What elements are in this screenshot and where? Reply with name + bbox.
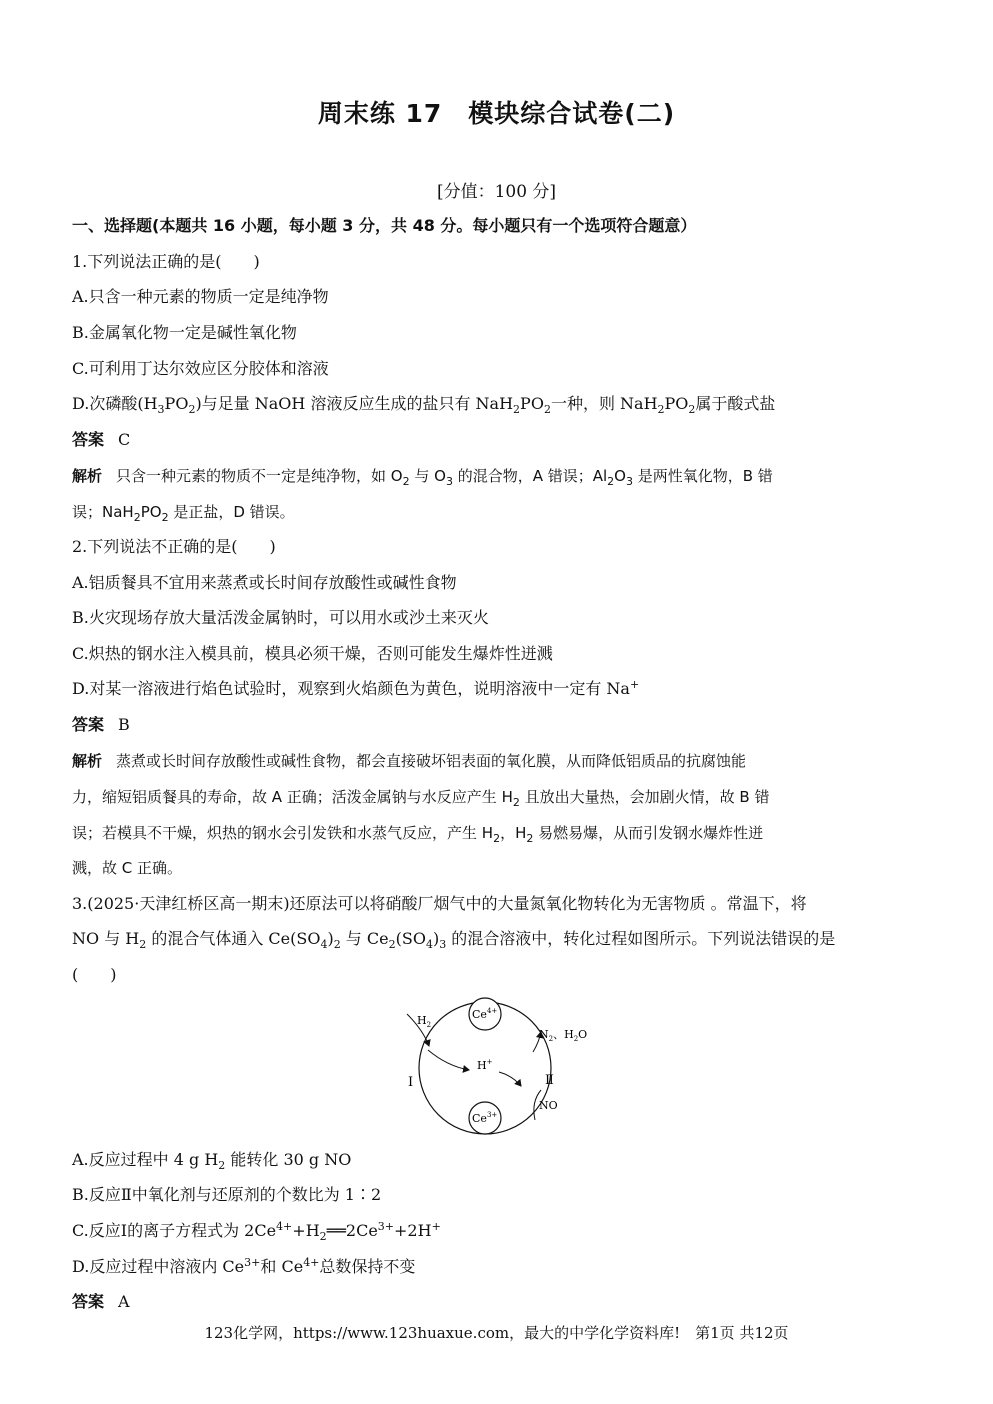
no-label: NO [539,1099,558,1112]
q3-option-d: D.反应过程中溶液内 $Ce^{3+}$和 $Ce^{4+}$总数保持不变 [72,1256,416,1276]
q2-explanation-line1: 解析 蒸煮或长时间存放酸性或碱性食物，都会直接破坏铝表面的氧化膜，从而降低铝质品的抗腐蚀能 [72,752,747,770]
q1-explanation-line2: 误；$NaH_2PO_2$ 是正盐，D 错误。 [72,503,295,524]
ce3-label: $Ce^{3+}$ [472,1111,498,1125]
q2-option-b: B.火灾现场存放大量活泼金属钠时，可以用水或沙土来灭火 [72,608,489,627]
hplus-label: H+ [477,1058,493,1072]
q1-option-d: D.次磷酸$(H_3PO_2)$与足量 NaOH 溶液反应生成的盐只有 $NaH_2PO_2$一种，则 $NaH_2PO_2$属于酸式盐 [72,394,776,416]
products-label: $N_2$、$H_2O$ [539,1028,588,1043]
q1-option-a: A.只含一种元素的物质一定是纯净物 [72,287,329,306]
q3-option-b: B.反应Ⅱ中氧化剂与还原剂的个数比为 1∶2 [72,1185,382,1204]
q1-stem: 1.下列说法正确的是( ) [72,252,260,271]
q2-answer: 答案 B [72,715,130,734]
q2-option-d: D.对某一溶液进行焰色试验时，观察到火焰颜色为黄色，说明溶液中一定有 Na+ [72,678,640,698]
section-heading: 一、选择题(本题共 16 小题，每小题 3 分，共 48 分。每小题只有一个选项符合题意） [72,216,697,235]
q2-explanation-line3: 误；若模具不干燥，炽热的钢水会引发铁和水蒸气反应，产生 $H_2$，$H_2$ 易燃易爆，从而引发钢水爆炸性迸 [72,824,764,845]
q2-option-a: A.铝质餐具不宜用来蒸煮或长时间存放酸性或碱性食物 [72,573,457,592]
q3-stem-line3: ( ) [72,965,117,984]
q1-option-b: B.金属氧化物一定是碱性氧化物 [72,323,297,342]
q3-stem-line2: NO 与 $H_2$ 的混合气体通入 $Ce(SO_4)_2$ 与 $Ce_2(SO_4)_3$ 的混合溶液中，转化过程如图所示。下列说法错误的是 [72,929,836,951]
q2-option-c: C.炽热的钢水注入模具前，模具必须干燥，否则可能发生爆炸性迸溅 [72,644,553,663]
hplus-to-step2-arrow [499,1072,521,1086]
q3-stem-line1: 3.(2025·天津红桥区高一期末)还原法可以将硝酸厂烟气中的大量氮氧化物转化为无害物质 。常温下，将 [72,894,807,913]
ce4-label: $Ce^{4+}$ [472,1007,498,1021]
q2-stem: 2.下列说法不正确的是( ) [72,537,276,556]
reaction-cycle-diagram [395,990,635,1140]
q3-answer: 答案 A [72,1292,130,1311]
q2-explanation-line4: 溅，故 C 正确。 [72,859,183,877]
score-info: [分值：100 分] [436,182,557,202]
h2-label: $H_2$ [417,1014,432,1029]
q3-option-a: A.反应过程中 4 g $H_2$ 能转化 30 g NO [72,1150,352,1172]
q1-explanation-line1: 解析 只含一种元素的物质不一定是纯净物，如 $O_2$ 与 $O_3$ 的混合物，A 错误；$Al_2O_3$ 是两性氧化物，B 错 [72,467,773,488]
step1-label: Ⅰ [408,1075,414,1090]
page-footer: 123化学网，https://www.123huaxue.com，最大的中学化学资料库! 第1页 共12页 [204,1324,789,1342]
hplus-arrow [428,1050,469,1070]
page-title: 周末练 17 模块综合试卷(二) [317,99,676,128]
q1-answer: 答案 C [72,430,131,449]
q3-option-c: C.反应Ⅰ的离子方程式为 $2Ce^{4+}+H_2══2Ce^{3+}+2H^+$ [72,1220,441,1243]
q1-option-c: C.可利用丁达尔效应区分胶体和溶液 [72,359,329,378]
q2-explanation-line2: 力，缩短铝质餐具的寿命，故 A 正确；活泼金属钠与水反应产生 $H_2$ 且放出大量热，会加剧火情，故 B 错 [72,788,770,809]
step2-label: Ⅱ [545,1073,554,1088]
